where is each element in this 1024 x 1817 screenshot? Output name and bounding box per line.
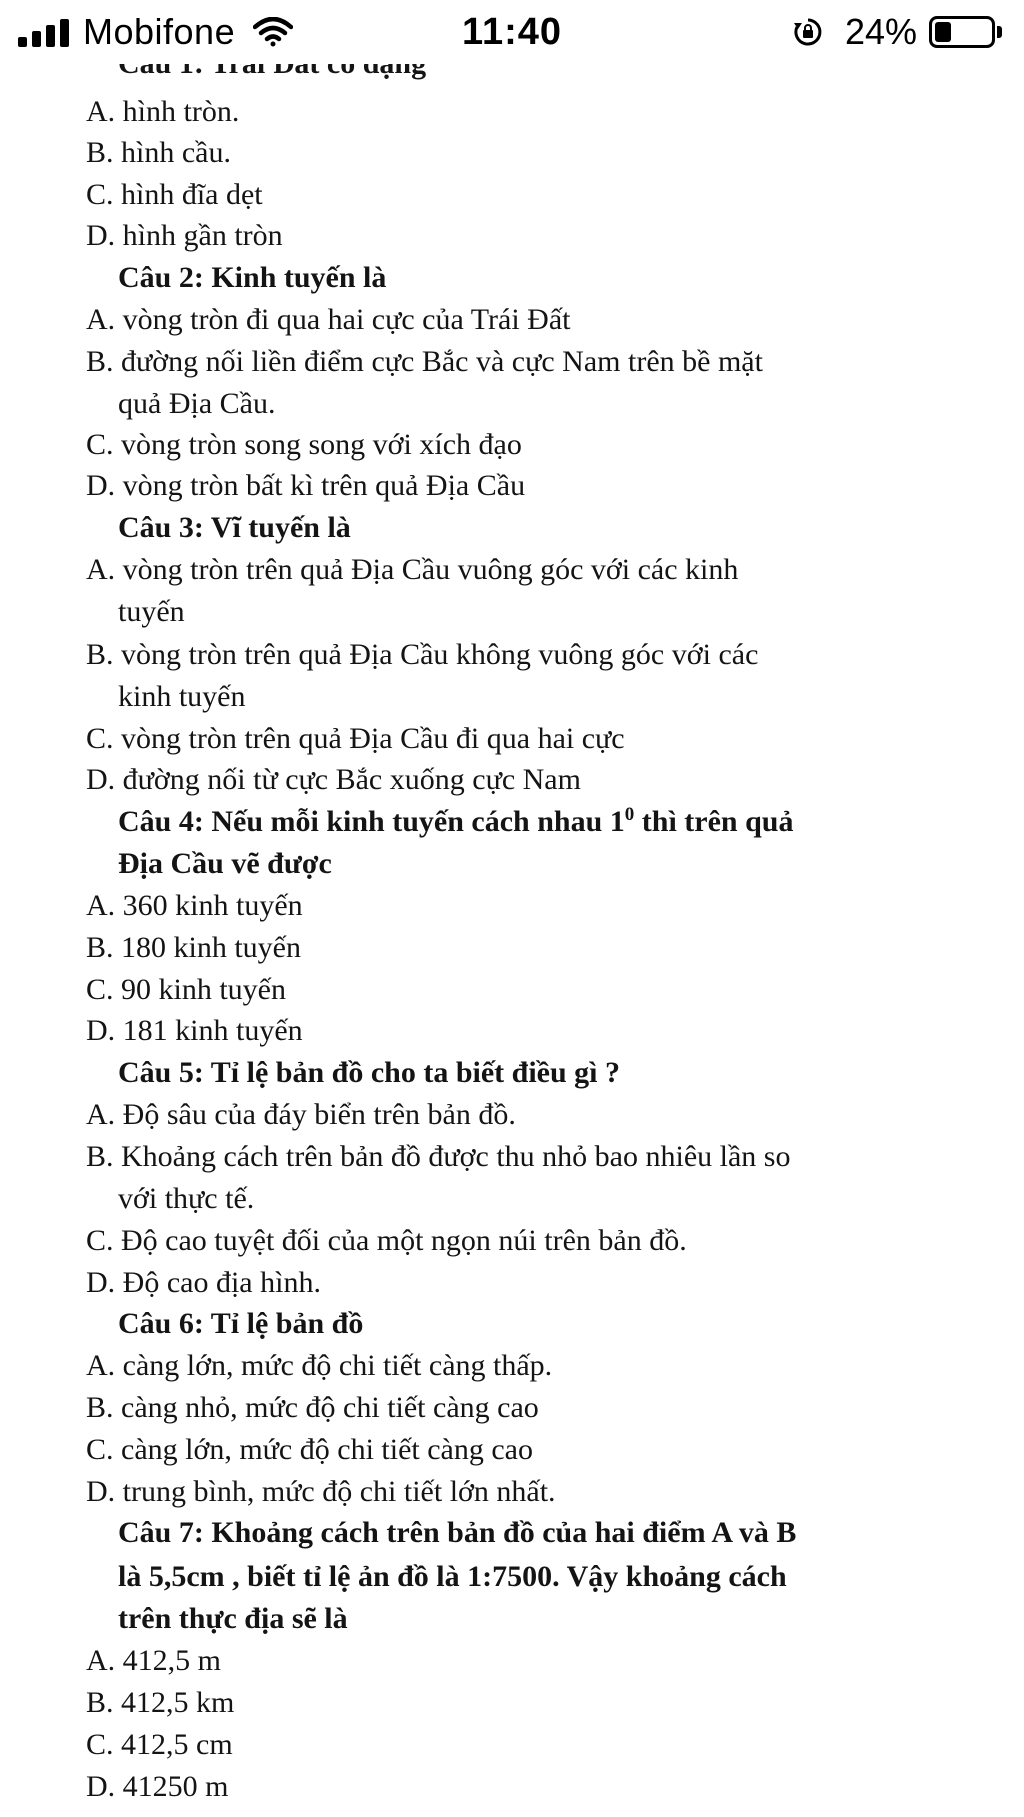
question-6-option-d: D. trung bình, mức độ chi tiết lớn nhất.: [86, 1475, 556, 1508]
question-3-option-c: C. vòng tròn trên quả Địa Cầu đi qua hai cực: [86, 722, 625, 755]
question-3-option-a: A. vòng tròn trên quả Địa Cầu vuông góc với các kinh: [86, 553, 739, 586]
question-3-option-d: D. đường nối từ cực Bắc xuống cực Nam: [86, 763, 581, 796]
question-1-option-b: B. hình cầu.: [86, 136, 231, 169]
question-2-option-a: A. vòng tròn đi qua hai cực của Trái Đất: [86, 303, 571, 336]
question-2-title: Câu 2: Kinh tuyến là: [118, 261, 387, 294]
question-5-option-b: B. Khoảng cách trên bản đồ được thu nhỏ bao nhiêu lần so: [86, 1140, 791, 1173]
question-7-title: Câu 7: Khoảng cách trên bản đồ của hai điểm A và B: [118, 1516, 797, 1549]
question-7-option-b: B. 412,5 km: [86, 1686, 235, 1719]
question-5-option-c: C. Độ cao tuyệt đối của một ngọn núi trên bản đồ.: [86, 1224, 687, 1257]
question-5-option-d: D. Độ cao địa hình.: [86, 1266, 321, 1299]
question-4-title-text: Câu 4: Nếu mỗi kinh tuyến cách nhau 1: [118, 805, 625, 838]
question-5-title: Câu 5: Tỉ lệ bản đồ cho ta biết điều gì ?: [118, 1056, 621, 1089]
battery-fill: [935, 22, 951, 42]
battery-cap: [997, 26, 1002, 38]
battery-icon: [929, 16, 995, 48]
orientation-lock-icon: [793, 17, 823, 47]
question-6-title: Câu 6: Tỉ lệ bản đồ: [118, 1307, 364, 1340]
question-1-option-d: D. hình gần tròn: [86, 219, 283, 252]
question-5-option-b-continued: với thực tế.: [118, 1182, 255, 1215]
question-7-title-line-2: là 5,5cm , biết tỉ lệ ản đồ là 1:7500. Vậy khoảng cách: [118, 1560, 787, 1593]
status-bar: [0, 0, 1024, 64]
question-6-option-b: B. càng nhỏ, mức độ chi tiết càng cao: [86, 1391, 539, 1424]
question-4-title-continued: Địa Cầu vẽ được: [118, 847, 332, 880]
question-3-title: Câu 3: Vĩ tuyến là: [118, 511, 351, 544]
question-4-option-c: C. 90 kinh tuyến: [86, 973, 286, 1006]
question-3-option-a-continued: tuyến: [118, 595, 185, 628]
question-2-option-b-continued: quả Địa Cầu.: [118, 387, 276, 420]
question-6-option-a: A. càng lớn, mức độ chi tiết càng thấp.: [86, 1349, 553, 1382]
question-7-option-d: D. 41250 m: [86, 1770, 229, 1803]
question-1-option-c: C. hình đĩa dẹt: [86, 178, 263, 211]
question-7-title-line-3: trên thực địa sẽ là: [118, 1602, 348, 1635]
question-4-option-b: B. 180 kinh tuyến: [86, 931, 301, 964]
question-5-option-a: A. Độ sâu của đáy biển trên bản đồ.: [86, 1098, 516, 1131]
question-3-option-b: B. vòng tròn trên quả Địa Cầu không vuông góc với các: [86, 638, 759, 671]
question-1-option-a: A. hình tròn.: [86, 95, 240, 128]
question-4-option-d: D. 181 kinh tuyến: [86, 1014, 303, 1047]
question-4-title: [118, 804, 793, 840]
question-4-option-a: A. 360 kinh tuyến: [86, 889, 303, 922]
question-7-option-c: C. 412,5 cm: [86, 1728, 233, 1761]
battery-percent: 24%: [844, 11, 917, 52]
question-3-option-b-continued: kinh tuyến: [118, 680, 246, 713]
status-time: 11:40: [461, 11, 563, 53]
question-7-option-a: A. 412,5 m: [86, 1644, 221, 1677]
question-4-title-end: thì trên quả: [634, 805, 794, 838]
question-2-option-d: D. vòng tròn bất kì trên quả Địa Cầu: [86, 469, 526, 502]
carrier-name: Mobifone: [83, 11, 236, 52]
question-6-option-c: C. càng lớn, mức độ chi tiết càng cao: [86, 1433, 533, 1466]
question-2-option-b: B. đường nối liền điểm cực Bắc và cực Nam trên bề mặt: [86, 345, 763, 378]
degree-superscript: 0: [624, 804, 635, 825]
question-2-option-c: C. vòng tròn song song với xích đạo: [86, 428, 522, 461]
